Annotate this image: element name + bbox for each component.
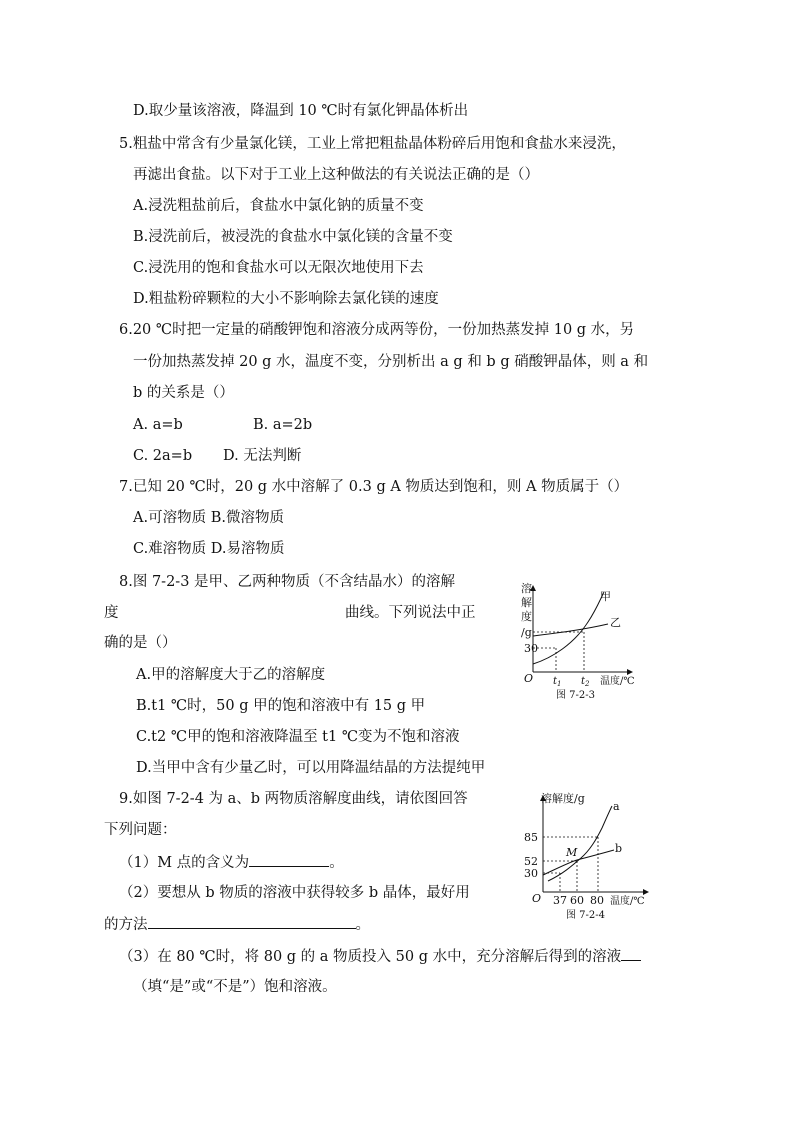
q7-options-cd: C.难溶物质 D.易溶物质	[133, 541, 285, 557]
fig1-ylabel-3: 度	[521, 610, 532, 623]
fig1-curve-jia	[533, 592, 604, 664]
fig2-point-m: M	[566, 846, 578, 859]
fig2-label-a: a	[613, 800, 620, 813]
fig2-caption: 图 7-2-4	[566, 910, 606, 921]
q8-stem-line3: 确的是（）	[104, 635, 177, 651]
q8-option-c: C.t2 ℃甲的饱和溶液降温至 t1 ℃变为不饱和溶液	[136, 729, 460, 745]
fig1-ylabel-1: 溶	[521, 582, 532, 595]
q9-stem-line1: 9.如图 7-2-4 为 a、b 两物质溶解度曲线，请依图回答	[119, 791, 468, 807]
fig1-caption: 图 7-2-3	[556, 690, 596, 701]
q7-options-ab: A.可溶物质 B.微溶物质	[133, 510, 284, 526]
fig2-ylabel: 溶解度/g	[541, 792, 585, 805]
fig2-curve-b	[543, 850, 614, 875]
fig2-xtick-37: 37	[553, 894, 567, 907]
q6-stem-line3: b 的关系是（）	[133, 385, 234, 401]
q6-stem-line1: 6.20 ℃时把一定量的硝酸钾饱和溶液分成两等份，一份加热蒸发掉 10 g 水，另	[119, 322, 635, 338]
q9-part2-line1: （2）要想从 b 物质的溶液中获得较多 b 晶体，最好用	[119, 885, 470, 901]
fig1-label-jia: 甲	[600, 590, 611, 603]
q8-option-d: D.当甲中含有少量乙时，可以用降温结晶的方法提纯甲	[136, 760, 486, 776]
fig1-ylabel-2: 解	[521, 596, 532, 609]
q9-stem-line2: 下列问题：	[104, 822, 177, 838]
q6-option-d: D. 无法判断	[223, 448, 302, 464]
q9-part3-answer-blank[interactable]	[621, 946, 641, 961]
fig2-xtick-60: 60	[570, 894, 584, 907]
q8-stem-line2a: 度	[104, 605, 119, 621]
fig2-origin: O	[532, 892, 542, 905]
q6-option-c: C. 2a=b	[133, 448, 193, 464]
q5-option-c: C.浸洗用的饱和食盐水可以无限次地使用下去	[133, 260, 424, 276]
fig1-ylabel-4: /g	[521, 626, 532, 639]
q6-stem-line2: 一份加热蒸发掉 20 g 水，温度不变，分别析出 a g 和 b g 硝酸钾晶体，则 a 和	[133, 354, 649, 370]
q6-option-b: B. a=2b	[253, 417, 313, 433]
q8-option-a: A.甲的溶解度大于乙的溶解度	[136, 667, 326, 683]
fig2-xtick-80: 80	[590, 894, 604, 907]
fig1-xtick-t1: $t_1$	[553, 676, 562, 688]
q5-stem-line2: 再滤出食盐。以下对于工业上这种做法的有关说法正确的是（）	[133, 167, 539, 183]
q9-part2-line2: 的方法 。	[104, 914, 370, 935]
fig2-xlabel: 温度/℃	[610, 896, 645, 907]
fig1-xlabel: 温度/℃	[600, 676, 635, 687]
q5-option-d: D.粗盐粉碎颗粒的大小不影响除去氯化镁的速度	[133, 291, 439, 307]
fig2-ytick-30: 30	[524, 867, 538, 880]
q8-option-b: B.t1 ℃时，50 g 甲的饱和溶液中有 15 g 甲	[136, 698, 426, 714]
fig2-curve-a	[548, 806, 612, 881]
q5-stem-line1: 5.粗盐中常含有少量氯化镁，工业上常把粗盐晶体粉碎后用饱和食盐水来浸洗，	[119, 136, 626, 152]
fig1-ytick-30: 30	[524, 642, 538, 655]
q5-option-b: B.浸洗前后，被浸洗的食盐水中氯化镁的含量不变	[133, 229, 453, 245]
q8-stem-line2b: 曲线。下列说法中正	[345, 605, 476, 621]
q9-part3-line2: （填“是”或“不是”）饱和溶液。	[133, 979, 337, 995]
q9-part1: （1）M 点的含义为 。	[119, 852, 344, 873]
q5-option-a: A.浸洗粗盐前后，食盐水中氯化钠的质量不变	[133, 198, 424, 214]
q6-option-a: A. a=b	[133, 417, 183, 433]
q9-part1-answer-blank[interactable]	[249, 852, 329, 867]
q7-stem: 7.已知 20 ℃时，20 g 水中溶解了 0.3 g A 物质达到饱和，则 A 物质属于（）	[119, 479, 629, 495]
q9-part2-answer-blank[interactable]	[148, 914, 356, 929]
fig2-label-b: b	[615, 842, 623, 855]
q8-stem-line1: 8.图 7-2-3 是甲、乙两种物质（不含结晶水）的溶解	[119, 574, 456, 590]
fig1-origin: O	[524, 672, 534, 685]
fig2-ytick-85: 85	[524, 831, 538, 844]
q4-option-d: D.取少量该溶液，降温到 10 ℃时有氯化钾晶体析出	[133, 103, 469, 119]
figure-7-2-4	[518, 788, 658, 926]
fig1-label-yi: 乙	[610, 616, 621, 629]
figure-7-2-3	[512, 578, 647, 703]
fig1-curve-yi	[533, 624, 608, 636]
fig2-ytick-52: 52	[524, 855, 538, 868]
q9-part3-line1: （3）在 80 ℃时，将 80 g 的 a 物质投入 50 g 水中，充分溶解后得到的溶液	[119, 946, 641, 967]
fig1-xtick-t2: $t_2$	[581, 676, 590, 688]
